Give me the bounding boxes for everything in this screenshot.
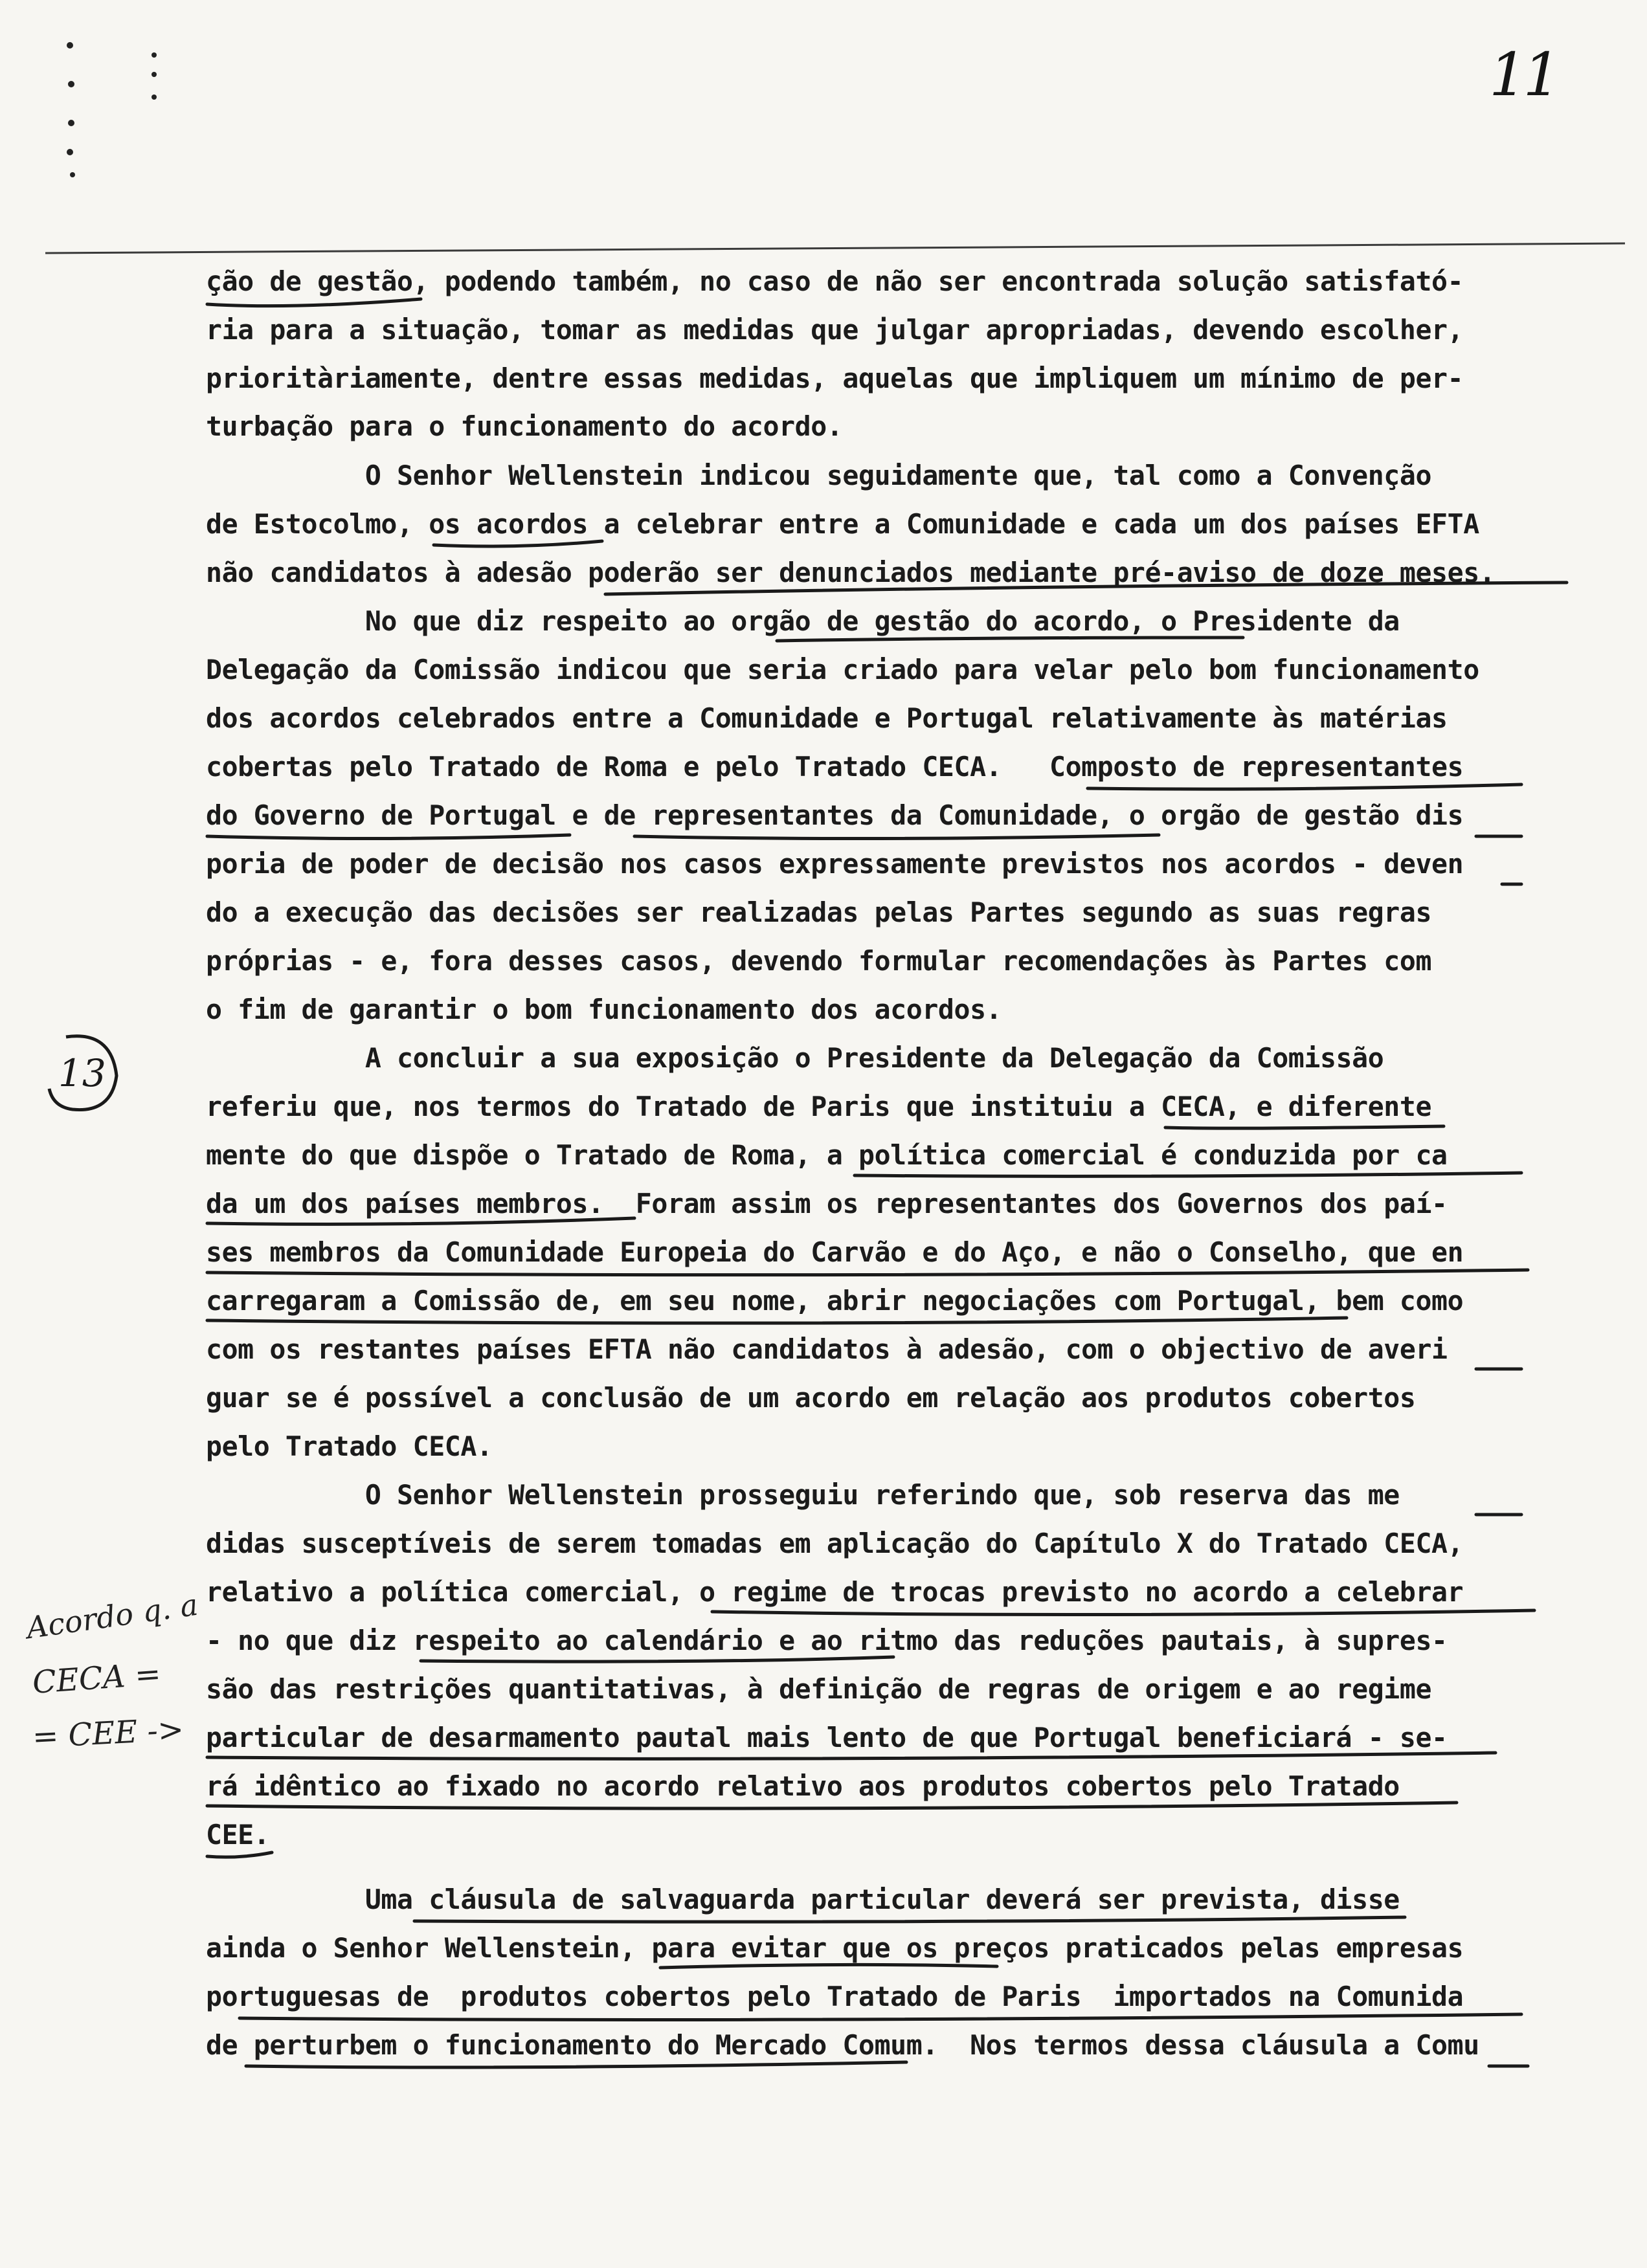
text-line: da um dos países membros. Foram assim os representantes dos Governos dos paí- bbox=[206, 1188, 1448, 1219]
text-line: ainda o Senhor Wellenstein, para evitar que os preços praticados pelas empresas bbox=[206, 1932, 1464, 1964]
text-line: próprias - e, fora desses casos, devendo formular recomendações às Partes com bbox=[206, 945, 1432, 977]
text-line: de perturbem o funcionamento do Mercado Comum. Nos termos dessa cláusula a Comu bbox=[206, 2029, 1479, 2061]
text-line: Uma cláusula de salvaguarda particular deverá ser prevista, disse bbox=[206, 1884, 1400, 1915]
text-line: O Senhor Wellenstein prosseguiu referindo que, sob reserva das me bbox=[206, 1479, 1400, 1511]
text-line: pelo Tratado CECA. bbox=[206, 1430, 493, 1462]
text-line: são das restrições quantitativas, à definição de regras de origem e ao regime bbox=[206, 1673, 1432, 1705]
text-line: do Governo de Portugal e de representantes da Comunidade, o orgão de gestão dis bbox=[206, 799, 1464, 831]
text-line: A concluir a sua exposição o Presidente da Delegação da Comissão bbox=[206, 1042, 1384, 1074]
text-line: carregaram a Comissão de, em seu nome, abrir negociações com Portugal, bem como bbox=[206, 1285, 1464, 1317]
text-line: portuguesas de produtos cobertos pelo Tratado de Paris importados na Comunida bbox=[206, 1981, 1464, 2012]
text-line: ses membros da Comunidade Europeia do Carvão e do Aço, e não o Conselho, que en bbox=[206, 1236, 1464, 1268]
text-line: de Estocolmo, os acordos a celebrar entre a Comunidade e cada um dos países EFTA bbox=[206, 508, 1479, 540]
text-line: turbação para o funcionamento do acordo. bbox=[206, 410, 843, 442]
text-line: O Senhor Wellenstein indicou seguidamente que, tal como a Convenção bbox=[206, 460, 1432, 491]
text-line: dos acordos celebrados entre a Comunidade e Portugal relativamente às matérias bbox=[206, 702, 1448, 734]
text-line: não candidatos à adesão poderão ser denunciados mediante pré-aviso de doze meses. bbox=[206, 557, 1496, 588]
text-line: CEE. bbox=[206, 1819, 270, 1851]
text-line: didas susceptíveis de serem tomadas em aplicação do Capítulo X do Tratado CECA, bbox=[206, 1528, 1464, 1559]
circled-number: 13 bbox=[58, 1051, 106, 1095]
text-line: relativo a política comercial, o regime de trocas previsto no acordo a celebrar bbox=[206, 1576, 1464, 1608]
text-line: o fim de garantir o bom funcionamento dos acordos. bbox=[206, 994, 1002, 1025]
margin-note-line: Acordo q. a bbox=[24, 1586, 201, 1646]
text-line: Delegação da Comissão indicou que seria criado para velar pelo bom funcionamento bbox=[206, 654, 1479, 685]
text-line: ria para a situação, tomar as medidas que julgar apropriadas, devendo escolher, bbox=[206, 314, 1464, 346]
page-number: 11 bbox=[1489, 40, 1558, 109]
text-line: ção de gestão, podendo também, no caso de não ser encontrada solução satisfató- bbox=[206, 265, 1464, 297]
margin-note-line: = CEE -> bbox=[31, 1711, 185, 1756]
text-line: poria de poder de decisão nos casos expressamente previstos nos acordos - deven bbox=[206, 848, 1464, 880]
header-rule bbox=[45, 243, 1625, 254]
text-line: prioritàriamente, dentre essas medidas, aquelas que impliquem um mínimo de per- bbox=[206, 362, 1464, 394]
text-line: particular de desarmamento pautal mais lento de que Portugal beneficiará - se- bbox=[206, 1722, 1448, 1753]
text-line: - no que diz respeito ao calendário e ao ritmo das reduções pautais, à supres- bbox=[206, 1625, 1448, 1656]
text-line: referiu que, nos termos do Tratado de Paris que instituiu a CECA, e diferente bbox=[206, 1091, 1432, 1122]
text-line: cobertas pelo Tratado de Roma e pelo Tratado CECA. Composto de representantes bbox=[206, 751, 1464, 783]
text-line: mente do que dispõe o Tratado de Roma, a política comercial é conduzida por ca bbox=[206, 1139, 1448, 1171]
text-line: No que diz respeito ao orgão de gestão do acordo, o Presidente da bbox=[206, 605, 1400, 637]
punch-hole-marks bbox=[57, 26, 174, 233]
text-line: rá idêntico ao fixado no acordo relativo aos produtos cobertos pelo Tratado bbox=[206, 1770, 1400, 1802]
text-line: do a execução das decisões ser realizadas pelas Partes segundo as suas regras bbox=[206, 896, 1432, 928]
circled-annotation bbox=[40, 1030, 120, 1116]
margin-note-line: CECA = bbox=[31, 1656, 162, 1701]
text-line: guar se é possível a conclusão de um acordo em relação aos produtos cobertos bbox=[206, 1382, 1416, 1414]
text-line: com os restantes países EFTA não candidatos à adesão, com o objectivo de averi bbox=[206, 1333, 1448, 1365]
